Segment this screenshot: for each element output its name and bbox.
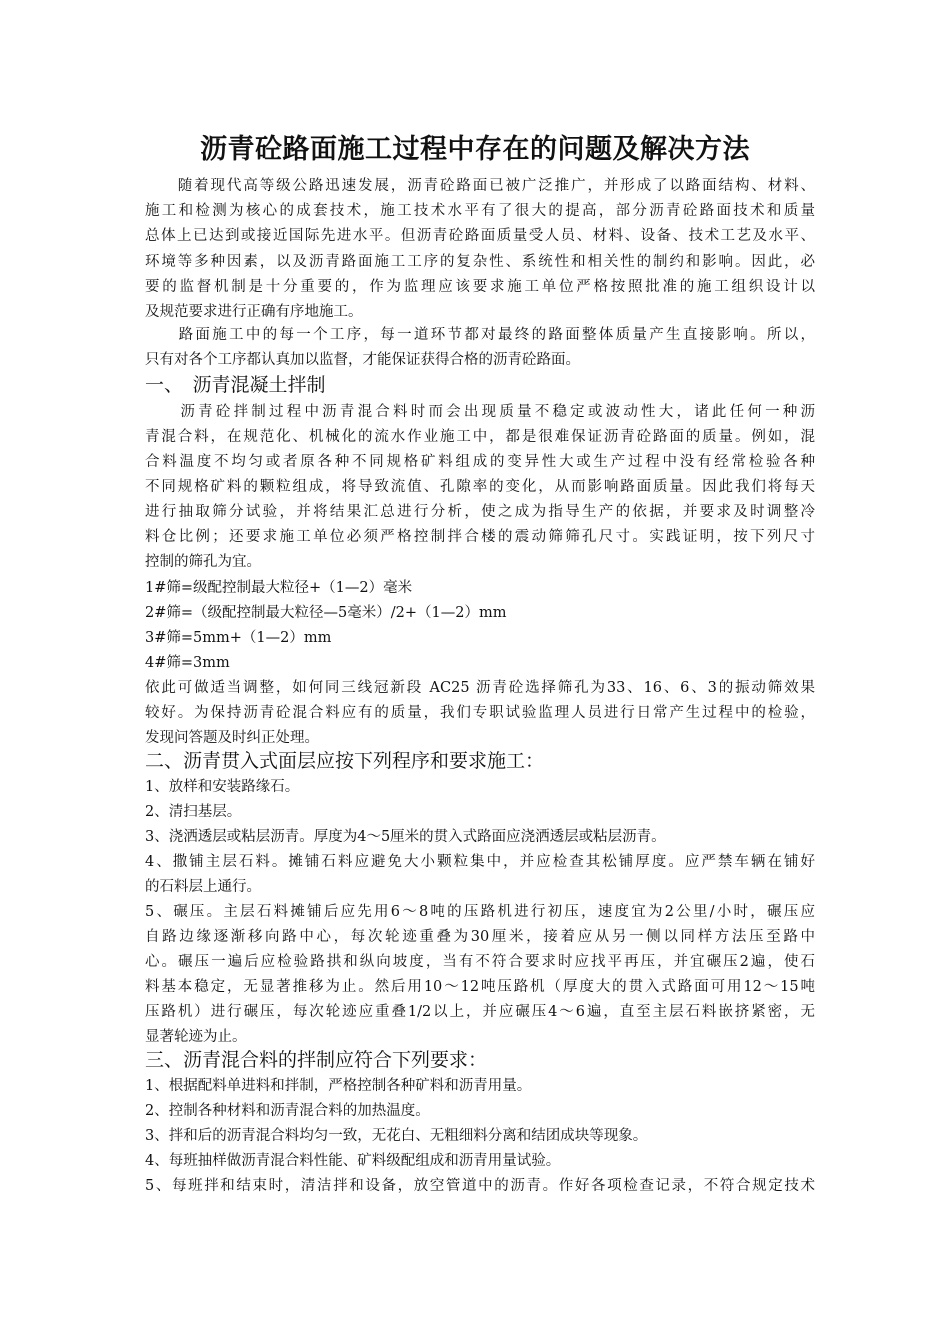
document-title: 沥青砼路面施工过程中存在的问题及解决方法 bbox=[200, 134, 750, 165]
intro-p1-line: 总体上已达到或接近国际先进水平。但沥青砼路面质量受人员、材料、设备、技术工艺及水平、 bbox=[145, 228, 815, 244]
sieve-formula: 4#筛=3mm bbox=[145, 655, 230, 671]
sieve-formula: 3#筛=5mm+（1—2）mm bbox=[145, 630, 332, 646]
section-2-line: 4、撒铺主层石料。摊铺石料应避免大小颗粒集中，并应检查其松铺厚度。应严禁车辆在铺好 bbox=[145, 854, 815, 870]
section-2-line: 2、清扫基层。 bbox=[145, 804, 242, 820]
section-1-line: 青混合料，在规范化、机械化的流水作业施工中，都是很难保证沥青砼路面的质量。例如，混 bbox=[145, 429, 815, 445]
section-2-line: 压路机）进行碾压，每次轮迹应重叠1/2以上，并应碾压4～6遍，直至主层石料嵌挤紧密，无 bbox=[145, 1004, 815, 1020]
section-1-line: 合料温度不均匀或者原各种不同规格矿料组成的变异性大或生产过程中没有经常检验各种 bbox=[145, 454, 815, 470]
section-1-line: 沥青砼拌制过程中沥青混合料时而会出现质量不稳定或波动性大，诸此任何一种沥 bbox=[145, 404, 815, 420]
section-3-line: 4、每班抽样做沥青混合料性能、矿料级配组成和沥青用量试验。 bbox=[145, 1153, 561, 1169]
intro-p1-line: 施工和检测为核心的成套技术，施工技术水平有了很大的提高，部分沥青砼路面技术和质量 bbox=[145, 203, 815, 219]
section-2-line: 5、碾压。主层石料摊铺后应先用6～8吨的压路机进行初压，速度宜为2公里/小时，碾压应 bbox=[145, 904, 815, 920]
sieve-formula: 1#筛=级配控制最大粒径+（1—2）毫米 bbox=[145, 580, 413, 596]
section-3-line: 3、拌和后的沥青混合料均匀一致，无花白、无粗细料分离和结团成块等现象。 bbox=[145, 1128, 648, 1144]
section-1-line: 发现问答题及时纠正处理。 bbox=[145, 730, 319, 746]
section-2-line: 心。碾压一遍后应检验路拱和纵向坡度，当有不符合要求时应找平再压，并宜碾压2遍，使石 bbox=[145, 954, 815, 970]
section-2-line: 的石料层上通行。 bbox=[145, 879, 261, 895]
section-3-line: 2、控制各种材料和沥青混合料的加热温度。 bbox=[145, 1103, 430, 1119]
intro-p1-line: 要的监督机制是十分重要的，作为监理应该要求施工单位严格按照批准的施工组织设计以 bbox=[145, 279, 815, 295]
intro-p2-line: 路面施工中的每一个工序，每一道环节都对最终的路面整体质量产生直接影响。所以， bbox=[145, 327, 815, 343]
section-2-line: 自路边缘逐渐移向路中心，每次轮迹重叠为30厘米，接着应从另一侧以同样方法压至路中 bbox=[145, 929, 815, 945]
section-2-line: 料基本稳定，无显著推移为止。然后用10～12吨压路机（厚度大的贯入式路面可用12～15吨 bbox=[145, 979, 815, 995]
section-3-line: 1、根据配料单进料和拌制，严格控制各种矿料和沥青用量。 bbox=[145, 1078, 532, 1094]
section-3-heading: 三、沥青混合料的拌制应符合下列要求： bbox=[145, 1049, 488, 1071]
sieve-formula: 2#筛=（级配控制最大粒径—5毫米）/2+（1—2）mm bbox=[145, 605, 507, 621]
section-3-line: 5、每班拌和结束时，清洁拌和设备，放空管道中的沥青。作好各项检查记录，不符合规定技术 bbox=[145, 1178, 815, 1194]
section-2-line: 1、放样和安装路缘石。 bbox=[145, 779, 300, 795]
section-1-heading: 一、 沥青混凝土拌制 bbox=[145, 374, 326, 396]
section-1-line: 控制的筛孔为宜。 bbox=[145, 554, 261, 570]
intro-p1-line: 环境等多种因素，以及沥青路面施工工序的复杂性、系统性和相关性的制约和影响。因此，必 bbox=[145, 254, 815, 270]
section-1-line: 料仓比例；还要求施工单位必须严格控制拌合楼的震动筛筛孔尺寸。实践证明，按下列尺寸 bbox=[145, 529, 815, 545]
section-2-line: 显著轮迹为止。 bbox=[145, 1029, 247, 1045]
intro-p1-line: 随着现代高等级公路迅速发展，沥青砼路面已被广泛推广，并形成了以路面结构、材料、 bbox=[145, 178, 815, 194]
section-1-line: 依此可做适当调整，如何同三线冠新段 AC25 沥青砼选择筛孔为33、16、6、3的振动筛效果 bbox=[145, 680, 815, 696]
intro-p2-line: 只有对各个工序都认真加以监督，才能保证获得合格的沥青砼路面。 bbox=[145, 352, 580, 368]
section-1-line: 较好。为保持沥青砼混合料应有的质量，我们专职试验监理人员进行日常产生过程中的检验， bbox=[145, 705, 815, 721]
intro-p1-line: 及规范要求进行正确有序地施工。 bbox=[145, 304, 363, 320]
section-1-line: 进行抽取筛分试验，并将结果汇总进行分析，使之成为指导生产的依据，并要求及时调整冷 bbox=[145, 504, 815, 520]
section-2-line: 3、浇洒透层或粘层沥青。厚度为4～5厘米的贯入式路面应浇洒透层或粘层沥青。 bbox=[145, 829, 666, 845]
section-2-heading: 二、沥青贯入式面层应按下列程序和要求施工： bbox=[145, 750, 545, 772]
section-1-line: 不同规格矿料的颗粒组成，将导致流值、孔隙率的变化，从而影响路面质量。因此我们将每天 bbox=[145, 479, 815, 495]
